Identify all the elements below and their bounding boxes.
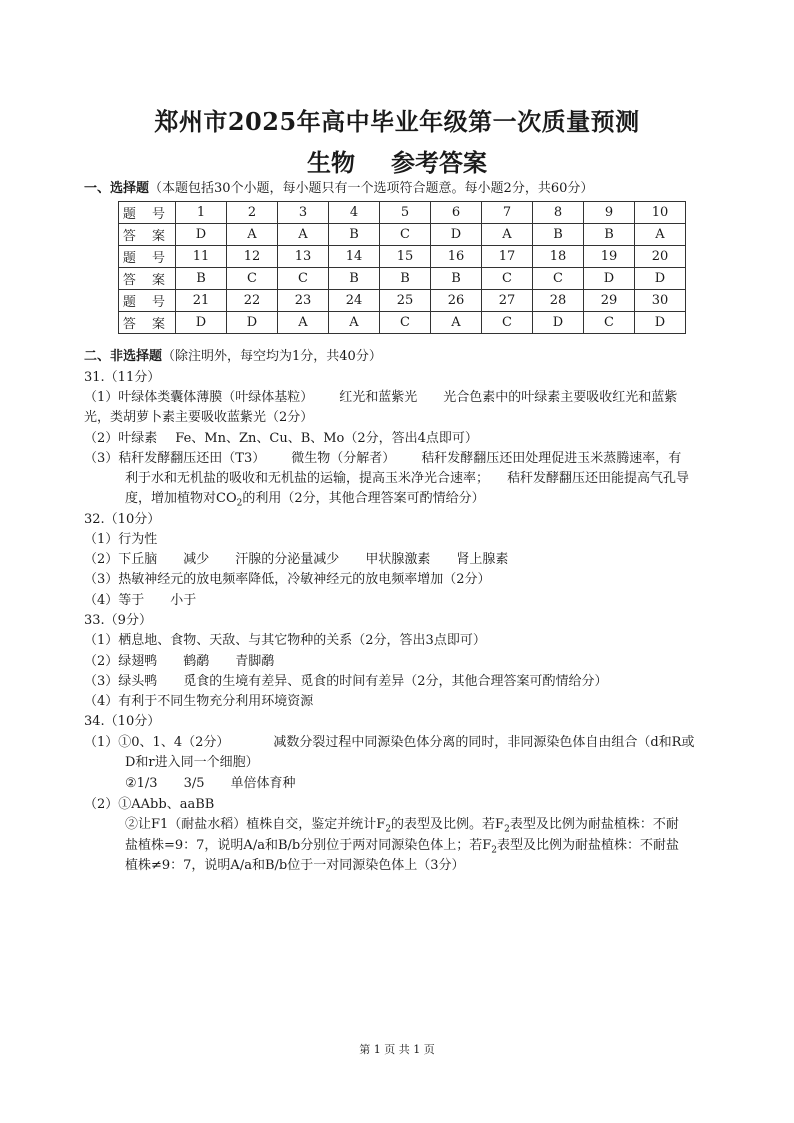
subscript: 2 — [236, 498, 243, 509]
answer-cell: B — [329, 268, 380, 290]
answer-text: 微生物（分解者） — [291, 451, 396, 466]
answer-text: 光合色素中的叶绿素主要吸收红光和蓝紫 — [443, 390, 678, 405]
table-row — [119, 224, 686, 246]
answer-text: 的表型及比例。若F — [391, 817, 505, 832]
question-number: 10 — [635, 202, 686, 224]
question-number: 2 — [227, 202, 278, 224]
answer-cell: C — [278, 268, 329, 290]
question-number: 13 — [278, 246, 329, 268]
answer-cell: A — [278, 312, 329, 334]
question-number: 15 — [380, 246, 431, 268]
answer-cell: D — [635, 268, 686, 290]
table-row — [119, 202, 686, 224]
q34-part2-line3: 植株≠9：7，说明A/a和B/b位于一对同源染色体上（3分） — [125, 858, 465, 873]
question-label: 题 号 — [119, 246, 176, 268]
q34-part2-line1 — [125, 816, 679, 839]
section-1-note: （本题包括30个小题，每小题只有一个选项符合题意。每小题2分，共60分） — [149, 181, 594, 196]
answer-text: 减数分裂过程中同源染色体分离的同时，非同源染色体自由组合（d和R或 — [273, 735, 695, 750]
question-label: 题 号 — [119, 290, 176, 312]
answer-cell: C — [227, 268, 278, 290]
answer-text: 3/5 — [183, 776, 205, 791]
question-number: 4 — [329, 202, 380, 224]
answer-text: 肾上腺素 — [456, 552, 509, 567]
answer-cell: C — [380, 224, 431, 246]
question-number: 19 — [584, 246, 635, 268]
question-number: 3 — [278, 202, 329, 224]
subscript: 2 — [385, 824, 392, 835]
q34-heading: 34.（10分） — [84, 714, 161, 729]
question-number: 25 — [380, 290, 431, 312]
q34-part1-cont: D和r进入同一个细胞） — [125, 755, 259, 770]
answer-table — [118, 201, 686, 334]
answer-text: 小于 — [170, 593, 197, 608]
answer-text: Fe、Mn、Zn、Cu、B、Mo（2分，答出4点即可） — [175, 431, 478, 446]
q31-part3-cont — [125, 470, 689, 488]
answer-text: 盐植株=9：7，说明A/a和B/b分别位于两对同源染色体上；若F — [125, 838, 492, 853]
answer-text: 减少 — [183, 552, 210, 567]
q31-part3-end — [125, 490, 485, 513]
answer-text: 红光和蓝紫光 — [339, 390, 418, 405]
question-number: 28 — [533, 290, 584, 312]
subject-label: 生物 — [307, 148, 355, 177]
question-number: 9 — [584, 202, 635, 224]
question-number: 23 — [278, 290, 329, 312]
question-number: 5 — [380, 202, 431, 224]
answer-text: （4）等于 — [84, 593, 145, 608]
answer-text: （1）①0、1、4（2分） — [84, 735, 230, 750]
answer-cell: C — [584, 312, 635, 334]
q31-part3 — [84, 450, 681, 468]
question-number: 8 — [533, 202, 584, 224]
question-number: 24 — [329, 290, 380, 312]
question-number: 7 — [482, 202, 533, 224]
answer-text: （2）绿翅鸭 — [84, 654, 158, 669]
subscript: 2 — [504, 824, 510, 835]
answer-cell: C — [482, 312, 533, 334]
question-number: 20 — [635, 246, 686, 268]
answer-text: （1）叶绿体类囊体薄膜（叶绿体基粒） — [84, 390, 314, 405]
answer-text: 单倍体育种 — [230, 776, 296, 791]
table-row — [119, 268, 686, 290]
section-1-heading — [84, 180, 593, 198]
answer-cell: A — [431, 312, 482, 334]
q31-part1-cont: 光，类胡萝卜素主要吸收蓝紫光（2分） — [84, 410, 314, 425]
answer-cell: D — [635, 312, 686, 334]
question-number: 6 — [431, 202, 482, 224]
page-subtitle — [0, 143, 794, 178]
answer-cell: A — [278, 224, 329, 246]
question-number: 22 — [227, 290, 278, 312]
answer-text: 的利用（2分，其他合理答案可酌情给分） — [242, 491, 485, 506]
question-number: 11 — [176, 246, 227, 268]
q34-part1 — [84, 734, 694, 752]
answer-text: （3）秸秆发酵翻压还田（T3） — [84, 451, 266, 466]
answer-cell: D — [431, 224, 482, 246]
page-title: 郑州市2025年高中毕业年级第一次质量预测 — [154, 107, 640, 136]
question-number: 18 — [533, 246, 584, 268]
section-2-heading — [84, 348, 382, 366]
answer-cell: A — [227, 224, 278, 246]
question-number: 17 — [482, 246, 533, 268]
section-1-title: 一、选择题 — [84, 181, 150, 196]
question-number: 21 — [176, 290, 227, 312]
q32-part1: （1）行为性 — [84, 532, 158, 547]
question-number: 27 — [482, 290, 533, 312]
question-number: 30 — [635, 290, 686, 312]
answer-cell: B — [329, 224, 380, 246]
section-2-note: （除注明外，每空均为1分，共40分） — [162, 349, 382, 364]
answer-cell: B — [176, 268, 227, 290]
q32-heading: 32.（10分） — [84, 512, 161, 527]
q34-part2: （2）①AAbb、aaBB — [84, 797, 215, 812]
table-row — [119, 246, 686, 268]
answer-cell: A — [329, 312, 380, 334]
answer-text: 表型及比例为耐盐植株：不耐盐 — [496, 838, 679, 853]
answer-text: ②1/3 — [125, 776, 158, 791]
q31-heading: 31.（11分） — [84, 370, 161, 385]
answer-text: ②让F1（耐盐水稻）植株自交，鉴定并统计F — [125, 817, 386, 832]
answer-text: 甲状腺激素 — [365, 552, 431, 567]
q34-part1-second — [125, 775, 296, 793]
answer-text: 青脚鹬 — [235, 654, 275, 669]
table-row — [119, 312, 686, 334]
page-footer: 第 1 页 共 1 页 — [359, 1043, 435, 1056]
q32-part2 — [84, 551, 508, 569]
answer-text: 度，增加植物对CO — [125, 491, 237, 506]
question-number: 1 — [176, 202, 227, 224]
answer-text: 表型及比例为耐盐植株：不耐 — [509, 817, 679, 832]
answer-text: （2）下丘脑 — [84, 552, 158, 567]
table-row — [119, 290, 686, 312]
answer-cell: D — [176, 224, 227, 246]
answer-text: 秸秆发酵翻压还田处理促进玉米蒸腾速率，有 — [421, 451, 682, 466]
question-number: 16 — [431, 246, 482, 268]
answer-cell: A — [482, 224, 533, 246]
q33-part1: （1）栖息地、食物、天敌、与其它物种的关系（2分，答出3点即可） — [84, 633, 486, 648]
answer-cell: D — [533, 312, 584, 334]
subscript: 2 — [491, 845, 497, 856]
answer-cell: B — [431, 268, 482, 290]
answer-cell: C — [482, 268, 533, 290]
q33-part3 — [84, 673, 608, 691]
question-number: 14 — [329, 246, 380, 268]
q31-part1 — [84, 389, 677, 407]
answer-text: （3）绿头鸭 — [84, 674, 158, 689]
answer-label: 答 案 — [119, 268, 176, 290]
answer-cell: B — [533, 224, 584, 246]
answer-cell: B — [584, 224, 635, 246]
answer-label: 参考答案 — [391, 148, 487, 177]
answer-text: 利于水和无机盐的吸收和无机盐的运输，提高玉米净光合速率； — [125, 471, 490, 486]
answer-text: 秸秆发酵翻压还田能提高气孔导 — [507, 471, 690, 486]
answer-cell: A — [635, 224, 686, 246]
answer-text: （2）叶绿素 — [84, 431, 158, 446]
answer-text: 觅食的生境有差异、觅食的时间有差异（2分，其他合理答案可酌情给分） — [183, 674, 608, 689]
answer-cell: D — [227, 312, 278, 334]
q33-heading: 33.（9分） — [84, 613, 152, 628]
q33-part4: （4）有利于不同生物充分利用环境资源 — [84, 694, 314, 709]
q33-part2 — [84, 653, 274, 671]
answer-text: 汗腺的分泌量减少 — [235, 552, 340, 567]
answer-cell: C — [380, 312, 431, 334]
answer-label: 答 案 — [119, 312, 176, 334]
q32-part3: （3）热敏神经元的放电频率降低，冷敏神经元的放电频率增加（2分） — [84, 572, 491, 587]
question-number: 29 — [584, 290, 635, 312]
answer-cell: D — [176, 312, 227, 334]
section-2-title: 二、非选择题 — [84, 349, 163, 364]
question-number: 12 — [227, 246, 278, 268]
answer-cell: D — [584, 268, 635, 290]
question-label: 题 号 — [119, 202, 176, 224]
answer-text: 鹤鹬 — [183, 654, 210, 669]
answer-label: 答 案 — [119, 224, 176, 246]
question-number: 26 — [431, 290, 482, 312]
answer-cell: B — [380, 268, 431, 290]
answer-cell: C — [533, 268, 584, 290]
q32-part4 — [84, 592, 196, 610]
q31-part2 — [84, 430, 478, 448]
